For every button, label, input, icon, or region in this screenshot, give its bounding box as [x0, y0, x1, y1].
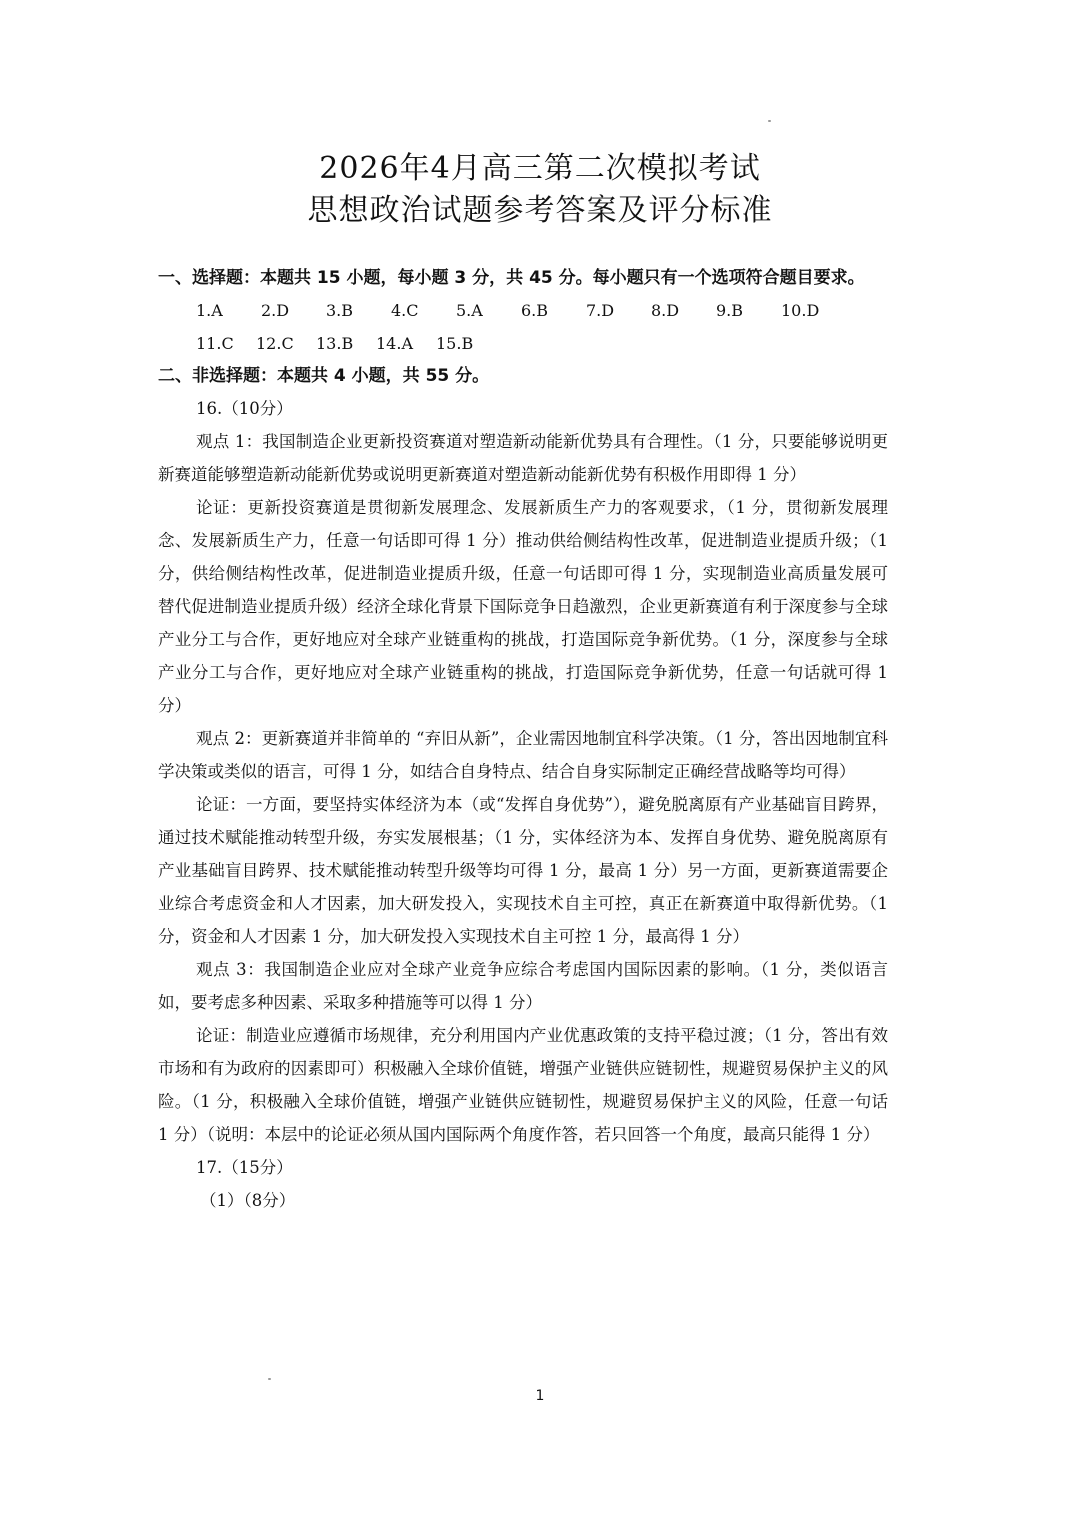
answer-item: 15.B	[436, 334, 474, 353]
viewpoint-3: 观点 3：我国制造企业应对全球产业竞争应综合考虑国内国际因素的影响。（1 分，类似语言如，要考虑多种因素、采取多种措施等可以得 1 分）	[158, 960, 888, 1012]
answer-item: 5.A	[456, 301, 483, 320]
answer-item: 10.D	[781, 301, 820, 320]
answer-item: 14.A	[376, 334, 413, 353]
answer-item: 13.B	[316, 334, 354, 353]
argument-3: 论证：制造业应遵循市场规律，充分利用国内产业优惠政策的支持平稳过渡；（1 分，答出有效市场和有为政府的因素即可）积极融入全球价值链，增强产业链供应链韧性，规避贸易保护主义的风险。（1 分，积极融入全球价值链，增强产业链供应链韧性，规避贸易保护主义的风险，任意一句话 1 分）（说明：本层中的论证必须从国内国际两个角度作答，若只回答一个角度，最高只能得 1 分）	[158, 1026, 888, 1144]
page-number: 1	[535, 1388, 545, 1404]
answer-item: 2.D	[261, 301, 290, 320]
answer-item: 9.B	[716, 301, 744, 320]
document-body	[158, 262, 888, 1217]
question-17-label: 17.（15分）	[196, 1158, 293, 1177]
title-line-1: 2026年4月高三第二次模拟考试	[319, 151, 761, 186]
answers-row-1	[158, 294, 888, 327]
scan-speck	[768, 120, 771, 122]
answer-item: 7.D	[586, 301, 615, 320]
answer-item: 11.C	[196, 334, 234, 353]
document-title	[0, 148, 1080, 232]
question-16-label: 16.（10分）	[196, 399, 293, 418]
viewpoint-1: 观点 1：我国制造企业更新投资赛道对塑造新动能新优势具有合理性。（1 分，只要能够说明更新赛道能够塑造新动能新优势或说明更新赛道对塑造新动能新优势有积极作用即得 1 分）	[158, 432, 888, 484]
question-17-part-1-label: （1）（8分）	[200, 1191, 296, 1210]
answers-row-2	[158, 327, 888, 360]
answer-item: 4.C	[391, 301, 419, 320]
answer-item: 3.B	[326, 301, 354, 320]
answer-item: 1.A	[196, 301, 223, 320]
answer-item: 12.C	[256, 334, 294, 353]
argument-1: 论证：更新投资赛道是贯彻新发展理念、发展新质生产力的客观要求，（1 分，贯彻新发展理念、发展新质生产力，任意一句话即可得 1 分）推动供给侧结构性改革，促进制造业提质升级；（1 分，供给侧结构性改革，促进制造业提质升级，任意一句话即可得 1 分，实现制造业高质量发展可替代促进制造业提质升级）经济全球化背景下国际竞争日趋激烈，企业更新赛道有利于深度参与全球产业分工与合作，更好地应对全球产业链重构的挑战，打造国际竞争新优势。（1 分，深度参与全球产业分工与合作，更好地应对全球产业链重构的挑战，打造国际竞争新优势，任意一句话就可得 1 分）	[158, 498, 888, 715]
section-1-heading: 一、选择题：本题共 15 小题，每小题 3 分，共 45 分。每小题只有一个选项符合题目要求。	[158, 268, 865, 288]
scan-speck	[268, 1378, 271, 1380]
answer-item: 6.B	[521, 301, 549, 320]
viewpoint-2: 观点 2：更新赛道并非简单的 “弃旧从新”，企业需因地制宜科学决策。（1 分，答出因地制宜科学决策或类似的语言，可得 1 分，如结合自身特点、结合自身实际制定正确经营战略等均可得）	[158, 729, 888, 781]
argument-2: 论证：一方面，要坚持实体经济为本（或“发挥自身优势”），避免脱离原有产业基础盲目跨界，通过技术赋能推动转型升级，夯实发展根基；（1 分，实体经济为本、发挥自身优势、避免脱离原有产业基础盲目跨界、技术赋能推动转型升级等均可得 1 分，最高 1 分）另一方面，更新赛道需要企业综合考虑资金和人才因素，加大研发投入，实现技术自主可控，真正在新赛道中取得新优势。（1 分，资金和人才因素 1 分，加大研发投入实现技术自主可控 1 分，最高得 1 分）	[158, 795, 888, 946]
title-line-2: 思想政治试题参考答案及评分标准	[307, 193, 773, 228]
answer-item: 8.D	[651, 301, 680, 320]
section-2-heading: 二、非选择题：本题共 4 小题，共 55 分。	[158, 366, 490, 386]
